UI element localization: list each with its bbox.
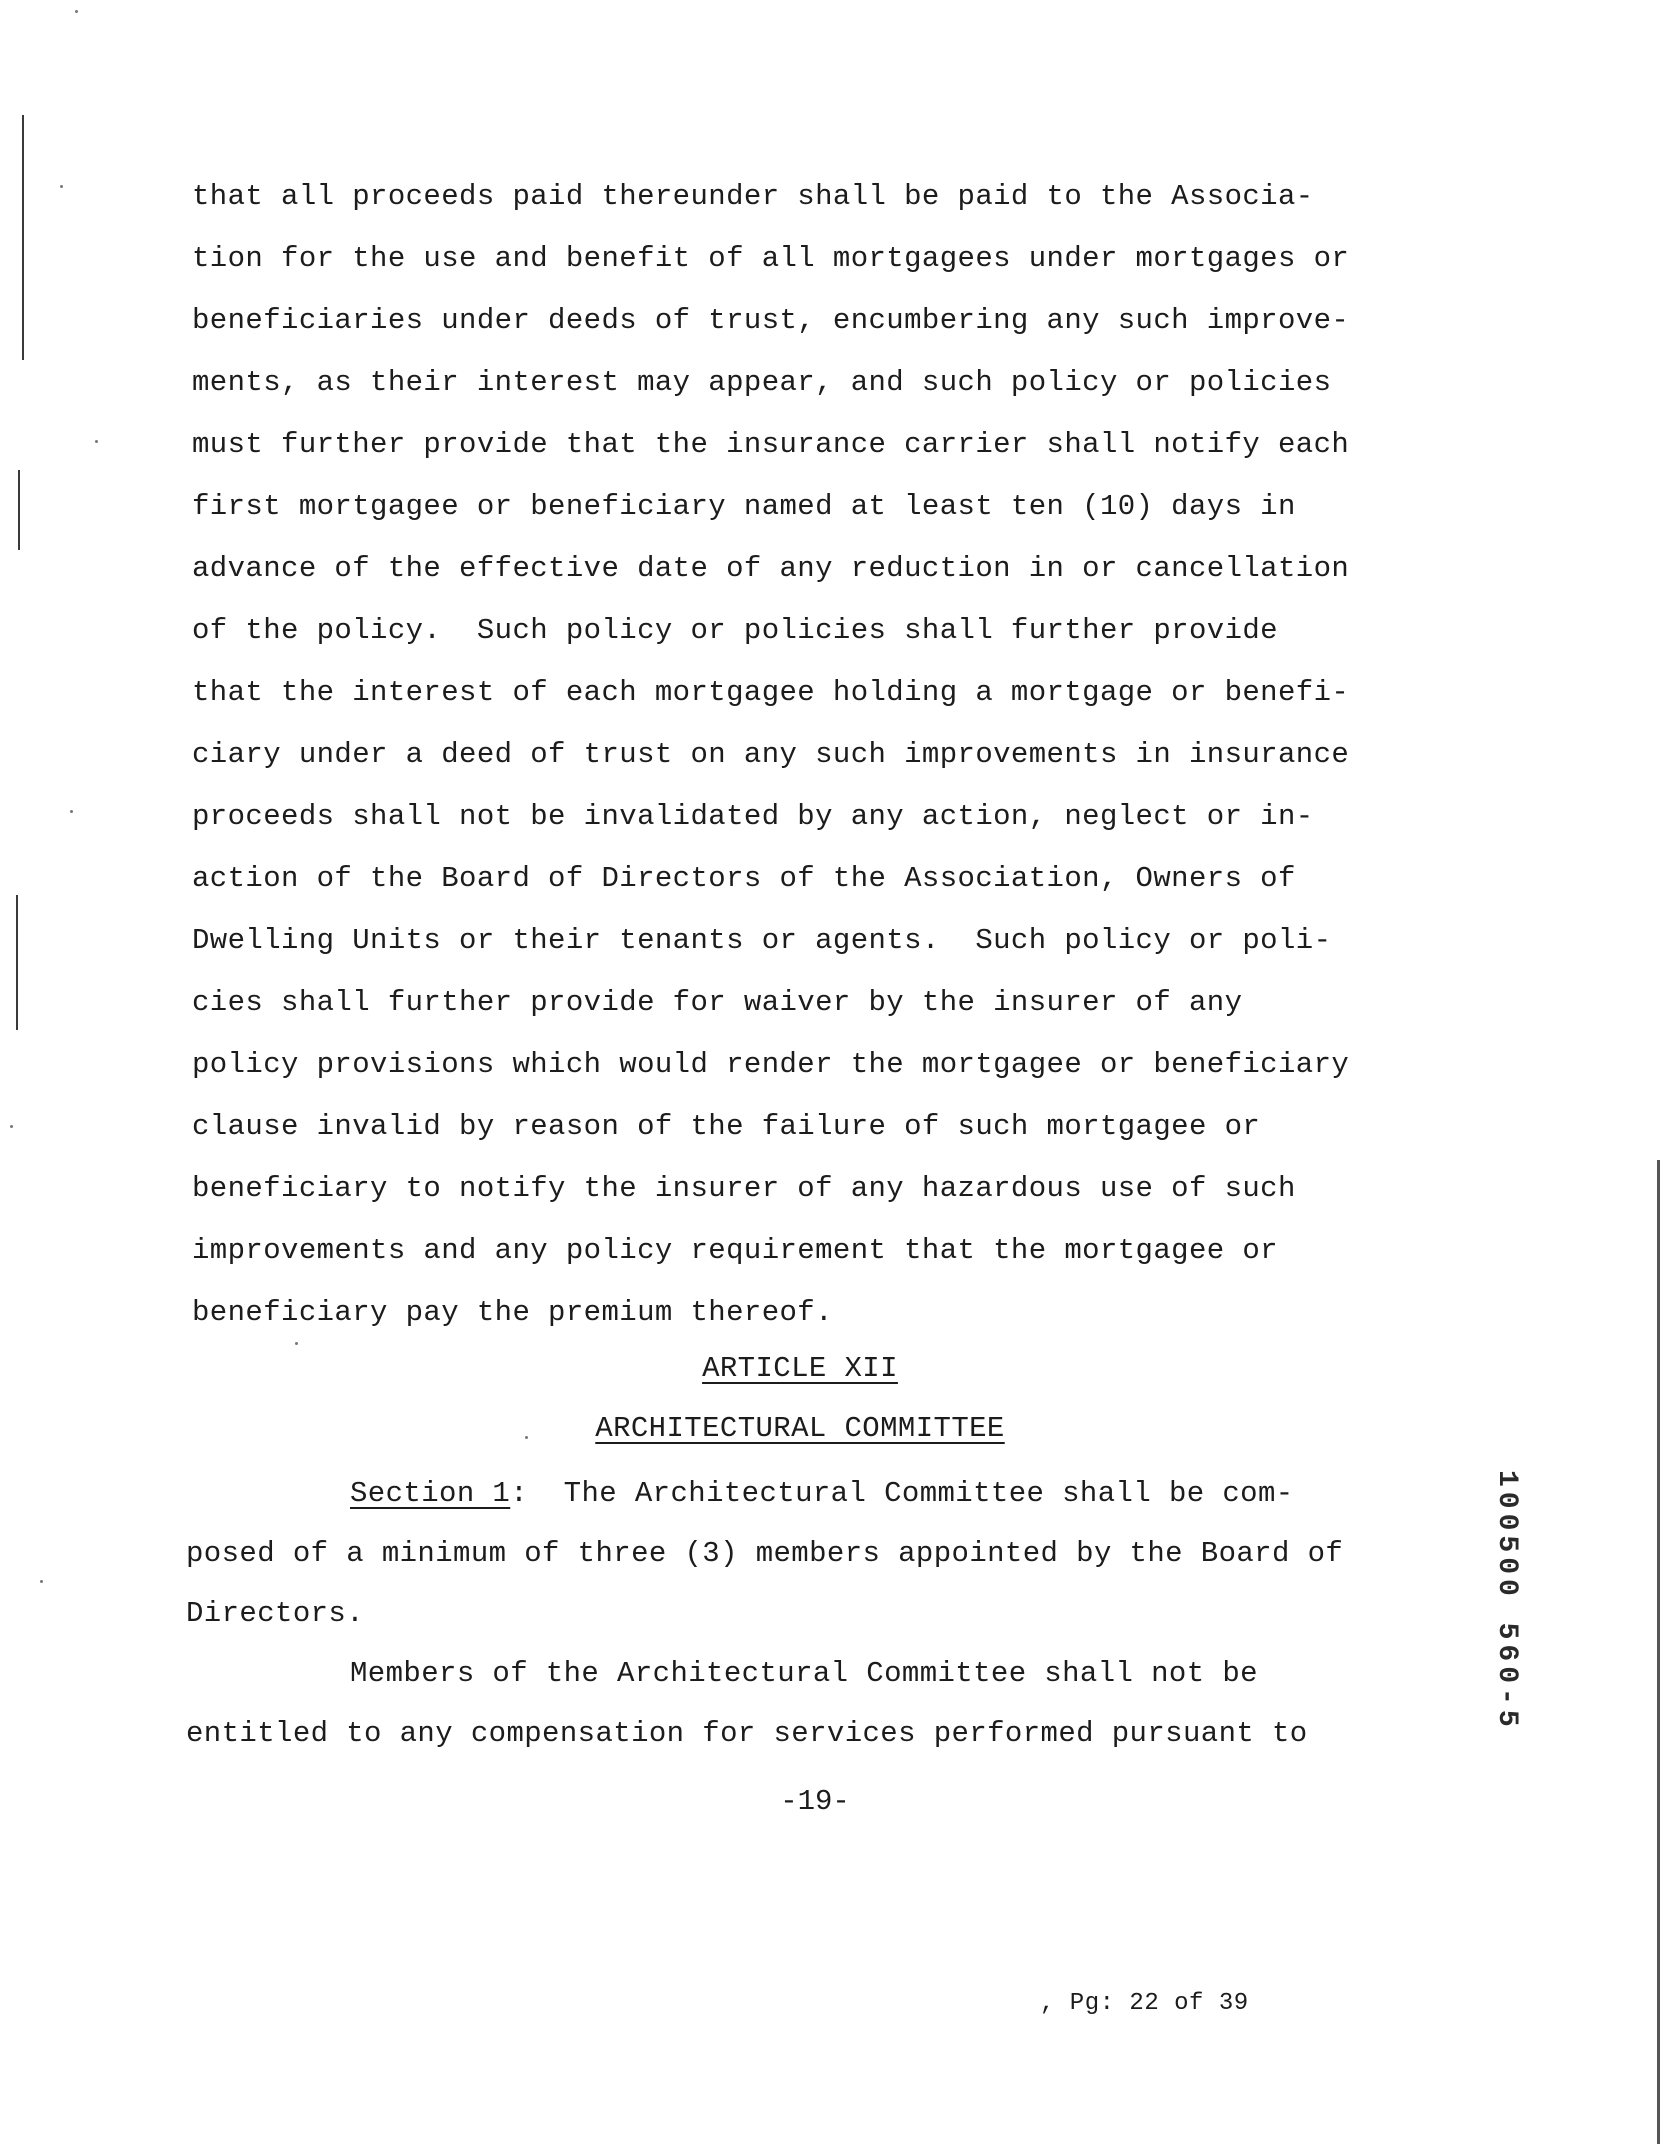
scan-speck xyxy=(60,185,63,188)
section-1-first-line xyxy=(186,1464,1396,1524)
recording-stamp: 100500 560-5 xyxy=(1491,1470,1522,1732)
text-line: proceeds shall not be invalidated by any action, neglect or in- xyxy=(192,800,1314,833)
section-1 xyxy=(186,1464,1396,1644)
text-line: cies shall further provide for waiver by the insurer of any xyxy=(192,986,1243,1019)
insurance-paragraph xyxy=(192,166,1392,1344)
text-line: of the policy. Such policy or policies shall further provide xyxy=(192,614,1278,647)
text-line: first mortgagee or beneficiary named at least ten (10) days in xyxy=(192,490,1296,523)
article-title: ARCHITECTURAL COMMITTEE xyxy=(595,1412,1005,1445)
text-line: Dwelling Units or their tenants or agents. Such policy or poli- xyxy=(192,924,1332,957)
text-line: beneficiaries under deeds of trust, encumbering any such improve- xyxy=(192,304,1350,337)
page-count-footer: , Pg: 22 of 39 xyxy=(1040,1990,1249,2017)
section-1-first-line-text: : The Architectural Committee shall be com- xyxy=(510,1477,1294,1510)
left-margin-mark xyxy=(22,115,24,360)
text-line: posed of a minimum of three (3) members appointed by the Board of xyxy=(186,1537,1344,1570)
text-line: that all proceeds paid thereunder shall be paid to the Associa- xyxy=(192,180,1314,213)
members-paragraph xyxy=(186,1644,1396,1764)
text-line: action of the Board of Directors of the Association, Owners of xyxy=(192,862,1296,895)
text-line: must further provide that the insurance carrier shall notify each xyxy=(192,428,1350,461)
left-margin-mark xyxy=(18,470,20,550)
scan-speck xyxy=(10,1125,13,1128)
right-page-edge xyxy=(1657,1160,1660,2144)
text-line: improvements and any policy requirement that the mortgagee or xyxy=(192,1234,1278,1267)
left-margin-mark xyxy=(16,895,18,1030)
article-heading: ARTICLE XII xyxy=(702,1352,898,1385)
text-line: ciary under a deed of trust on any such improvements in insurance xyxy=(192,738,1350,771)
section-1-label: Section 1 xyxy=(350,1477,511,1510)
text-line: ments, as their interest may appear, and such policy or policies xyxy=(192,366,1332,399)
scan-speck xyxy=(95,440,98,443)
text-line: entitled to any compensation for services performed pursuant to xyxy=(186,1717,1308,1750)
page-number: -19- xyxy=(780,1785,850,1818)
scan-speck xyxy=(70,810,73,813)
scan-speck xyxy=(40,1580,43,1583)
text-line: that the interest of each mortgagee holding a mortgage or benefi- xyxy=(192,676,1350,709)
text-line: Directors. xyxy=(186,1597,365,1630)
text-line: clause invalid by reason of the failure of such mortgagee or xyxy=(192,1110,1261,1143)
text-line: beneficiary pay the premium thereof. xyxy=(192,1296,833,1329)
text-line: policy provisions which would render the mortgagee or beneficiary xyxy=(192,1048,1350,1081)
text-line: tion for the use and benefit of all mortgagees under mortgages or xyxy=(192,242,1350,275)
scan-speck xyxy=(75,10,78,13)
text-line: advance of the effective date of any reduction in or cancellation xyxy=(192,552,1350,585)
text-line: beneficiary to notify the insurer of any hazardous use of such xyxy=(192,1172,1296,1205)
text-line: Members of the Architectural Committee shall not be xyxy=(350,1657,1258,1690)
